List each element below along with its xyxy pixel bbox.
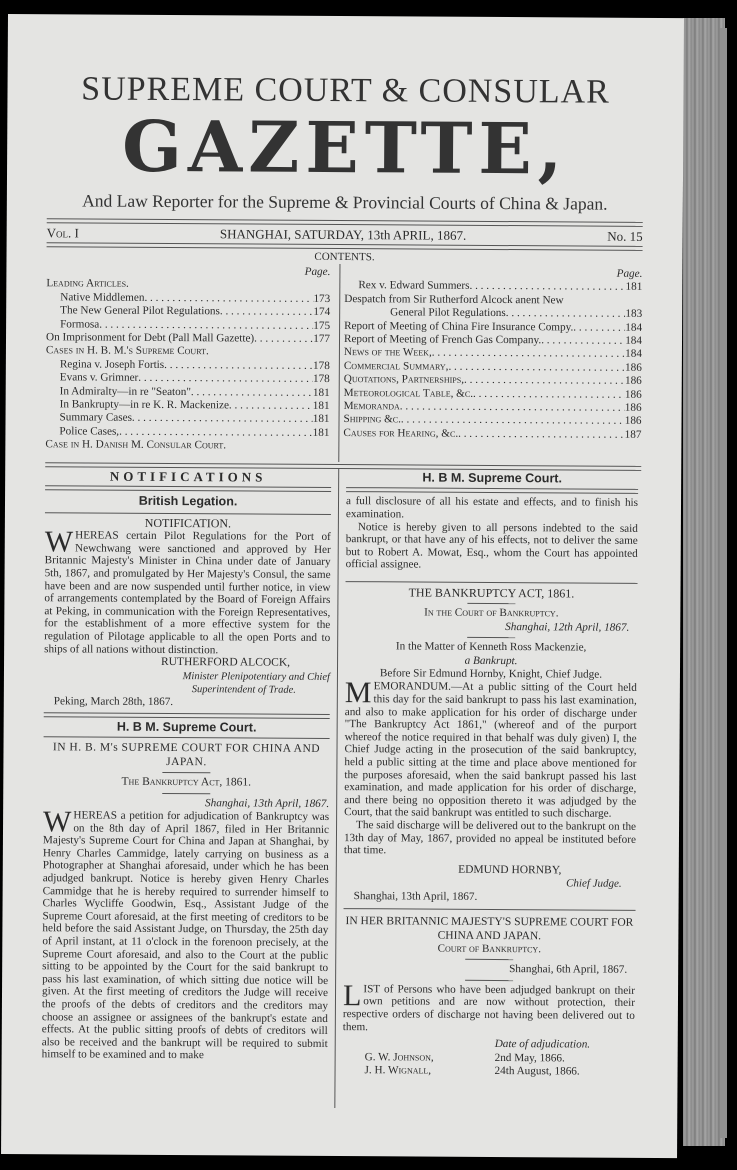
divider [45, 486, 331, 493]
volume-number: Vol. I [46, 225, 79, 241]
toc-label: Evans v. Grimner [59, 371, 139, 385]
notifications-heading: NOTIFICATIONS [109, 468, 267, 485]
toc-page: 181 [312, 413, 330, 426]
toc-label: Shipping &c. [343, 413, 401, 426]
list-item [343, 1064, 635, 1079]
page-label: Page. [304, 265, 331, 278]
toc-page: 173 [313, 292, 331, 305]
drop-cap: L [342, 978, 362, 1012]
toc-page: 175 [313, 319, 331, 332]
toc-label: Rex v. Edward Summers [358, 279, 470, 293]
contents-left [45, 264, 330, 453]
leader-dots [400, 400, 625, 415]
leader-dots [448, 361, 625, 375]
leader-dots [164, 359, 313, 373]
leader-dots [432, 347, 625, 362]
toc-page: 181 [625, 281, 643, 294]
divider [44, 736, 330, 739]
toc-page: 186 [624, 388, 642, 401]
leader-dots [144, 292, 313, 306]
matter: In the Matter of Kenneth Ross Mackenzie, [395, 640, 587, 654]
contents-right [343, 266, 642, 442]
toc-page: 181 [312, 426, 330, 439]
issue-number: No. 15 [607, 228, 643, 244]
short-rule [465, 980, 513, 981]
toc-label: Police Cases, [59, 425, 120, 438]
masthead-subtitle: And Law Reporter for the Supreme & Provincial Courts of China & Japan. [82, 190, 608, 214]
signatory: EDMUND HORNBY, [458, 863, 562, 877]
book-page-edges-outer [720, 28, 727, 1138]
signatory-title: Chief Judge. [566, 877, 622, 890]
drop-cap: M [344, 676, 372, 710]
masthead-title: GAZETTE, [121, 104, 569, 191]
bankrupt-label: a Bankrupt. [464, 654, 518, 667]
leader-dots [132, 412, 313, 427]
page-label: Page. [616, 267, 643, 280]
signatory: RUTHERFORD ALCOCK, [160, 656, 291, 669]
toc-label: Regina v. Joseph Fortis [59, 358, 165, 371]
court-title: IN HER BRITANNIC MAJESTY'S SUPREME COURT FOR CHINA AND JAPAN. [345, 915, 634, 943]
act-title: The Bankruptcy Act, 1861. [121, 775, 252, 789]
short-rule [467, 637, 515, 638]
book-page-edges [683, 18, 725, 1146]
hbm-supreme-court-heading: H. B M. Supreme Court. [422, 470, 563, 486]
leader-dots [464, 374, 625, 388]
toc-label: News of the Week, [343, 346, 432, 360]
before-judge: Before Sir Edmund Hornby, Knight, Chief Judge. [379, 667, 603, 681]
bankrupt-list [343, 1051, 635, 1080]
toc-page: 174 [313, 306, 331, 319]
toc-page: 181 [312, 386, 330, 399]
left-column [42, 469, 332, 1063]
toc-page: 177 [313, 332, 331, 346]
toc-page: 186 [624, 415, 642, 428]
toc-page: 186 [624, 375, 642, 388]
court-title: IN H. B. M's SUPREME COURT FOR CHINA AND JAPAN. [52, 741, 321, 769]
toc-label: General Pilot Regulations [390, 306, 506, 320]
toc-label: Memoranda [343, 400, 400, 413]
toc-label: Despatch from Sir Rutherford Alcock anent New [344, 292, 564, 307]
petition-body [41, 805, 330, 1063]
toc-label: Report of Meeting of China Fire Insurance Compy. [344, 319, 574, 334]
court-name: In the Court of Bankruptcy. [424, 606, 559, 620]
signatory-title: Superintendent of Trade. [191, 684, 296, 696]
adjudication-date: 2nd May, 1866. [494, 1051, 565, 1064]
leader-dots [191, 386, 313, 400]
toc-page: 183 [625, 307, 643, 321]
leader-dots [469, 280, 625, 294]
notice-text: Notice is hereby given to all persons indebted to the said bankrupt, or that have any of his effects, not to deliver the same but to Robert A. Mowat, Esq., whom the Court has appointed official assignee. [345, 520, 638, 571]
dated: Shanghai, 13th April, 1867. [205, 796, 330, 810]
discharge-text: The said discharge will be delivered out to the bankrupt on the 13th day of May, 1867, provided no appeal be instituted before that time. [343, 819, 637, 857]
british-legation-heading: British Legation. [138, 494, 238, 509]
dated: Shanghai, 6th April, 1867. [509, 963, 628, 977]
contents-title: CONTENTS. [314, 250, 375, 264]
toc-page: 186 [624, 401, 642, 414]
gazette-page [1, 14, 684, 1158]
list-body [342, 978, 636, 1035]
leader-dots [138, 372, 313, 386]
toc-label: Native Middlemen [60, 291, 145, 304]
toc-entry [343, 427, 641, 442]
short-rule [467, 603, 515, 604]
toc-label: In Admiralty—in re "Seaton" [59, 384, 191, 398]
short-rule [162, 772, 210, 773]
leader-dots [254, 333, 313, 347]
toc-label: Quotations, Partnerships, [343, 373, 465, 387]
hbm-supreme-court-heading: H. B M. Supreme Court. [116, 719, 257, 735]
list-header: Date of adjudication. [494, 1038, 591, 1051]
toc-entry [45, 439, 329, 454]
list-text: IST of Persons who have been adjudged bankrupt on their own petitions and are now without protection, their respective orders of discharge not having been delivered out to them. [342, 982, 636, 1033]
column-divider [338, 264, 340, 462]
petition-text: HEREAS a petition for adjudication of Bankruptcy was on the 8th day of April 1867, filed in Her Britannic Majesty's Supreme Court for China and Japan at Shanghai, by Henry Charles Cammidge, lately carrying on business as a Photographer at Shanghai aforesaid, under which he has been adjudged bankrupt. Notice is hereby given Henry Charles Cammidge that he is hereby required to surrender himself to Charles Wycliffe Goodwin, Esq., Assistant Judge of the Supreme Court aforesaid, at the first meeting of creditors to be held before the said Assistant Judge, on Thursday, the 25th day of April instant, at 11 o'clock in the forenoon precisely, at the Supreme Court aforesaid, and also to the Court at the public sitting to be appointed by the Court for the said bankrupt to pass his last examination, of which sitting due notice will be given. At the first meeting of creditors the Judge will receive the proofs of the debts of creditors and the creditors may choose an assignee or assignees of the bankrupt's estate and effects. At the public sitting proofs of debts of creditors will also be received and the bankrupt will be required to submit himself to be examined and to make [41, 809, 330, 1062]
bankrupt-name: G. W. Johnson, [364, 1050, 434, 1064]
toc-page: 187 [624, 428, 642, 441]
notification-body [44, 525, 331, 657]
drop-cap: W [42, 805, 72, 839]
continuation-text: a full disclosure of all his estate and effects, and to finish his examination. [345, 495, 639, 521]
divider [346, 581, 638, 584]
toc-label: Formosa [60, 317, 100, 331]
toc-label: Commercial Summary, [343, 359, 449, 373]
toc-page: 184 [625, 348, 642, 361]
leader-dots [506, 307, 626, 321]
leader-dots [119, 426, 313, 441]
column-divider [334, 468, 339, 1108]
toc-label: Summary Cases [59, 411, 132, 425]
place-date: Shanghai, 13th April, 1867. [353, 889, 478, 903]
leader-dots [573, 321, 625, 335]
leader-dots [473, 388, 625, 402]
toc-page: 184 [625, 334, 643, 347]
leader-dots [229, 399, 313, 413]
toc-page: 181 [312, 399, 330, 413]
divider [346, 487, 638, 494]
toc-label: Case in H. Danish M. Consular Court. [45, 438, 227, 452]
signatory-title: Minister Plenipotentiary and Chief [182, 670, 330, 683]
issue-date: SHANGHAI, SATURDAY, 13th APRIL, 1867. [219, 226, 467, 243]
memorandum-body [344, 676, 637, 821]
toc-label: Causes for Hearing, &c. [343, 426, 459, 440]
bankrupt-name: J. H. Wignall, [364, 1064, 432, 1077]
toc-page: 178 [312, 373, 330, 386]
act-title: THE BANKRUPTCY ACT, 1861. [408, 585, 575, 601]
drop-cap: W [44, 525, 74, 559]
toc-label: Leading Articles. [46, 277, 129, 291]
masthead-line1: SUPREME COURT & CONSULAR [81, 70, 610, 111]
divider [44, 712, 330, 719]
notification-text: HEREAS certain Pilot Regulations for the Port of Newchwang were sanctioned and approved by Her Britannic Majesty's Minister in China under date of January 5th, 1867, and promulgated by Her Majesty's Consul, the same have been and are now suspended until further notice, in view of arrangements contemplated by the Board of Foreign Affairs at Peking, in communication with the Foreign Representatives, for the establishment of a more effective system for the regulation of Pilotage applicable to all the open Ports and to ships of all nations without distinction. [44, 529, 331, 656]
notification-title: NOTIFICATION. [144, 515, 232, 531]
toc-label: On Imprisonment for Debt (Pall Mall Gazette) [45, 331, 255, 345]
short-rule [465, 959, 513, 960]
toc-label: The New General Pilot Regulations [60, 304, 220, 318]
toc-page: 186 [625, 361, 642, 374]
short-rule [162, 793, 210, 794]
divider [45, 512, 331, 515]
place-date: Peking, March 28th, 1867. [53, 695, 174, 709]
toc-label: Cases in H. B. M.'s Supreme Court. [45, 344, 209, 358]
toc-page: 184 [625, 321, 643, 334]
leader-dots [220, 306, 314, 320]
toc-label: Meteorological Table, &c. [343, 386, 474, 400]
right-column [343, 471, 639, 1079]
leader-dots [541, 334, 625, 348]
memorandum-text: EMORANDUM.—At a public sitting of the Court held this day for the said bankrupt to pass his last examination, and also to make application for his order of discharge under "The Bankruptcy Act 1861," (whereof and of the purport whereof the notice required in that behalf was duly given) I, the Chief Judge acting in the prosecution of the said bankruptcy, held a public sitting at the time and place above mentioned for the purposes aforesaid, when the said bankrupt passed his last examination, and made application for his order of discharge, and there being no opposition thereto it was adjudged by the Court, that the said bankrupt was entitled to such discharge. [344, 680, 637, 821]
court-subtitle: Court of Bankruptcy. [437, 942, 542, 956]
adjudication-date: 24th August, 1866. [494, 1064, 580, 1078]
dated: Shanghai, 12th April, 1867. [505, 620, 630, 634]
leader-dots [458, 428, 625, 442]
toc-page: 178 [313, 359, 330, 372]
toc-label: Report of Meeting of French Gas Company. [343, 333, 542, 347]
leader-dots [401, 414, 625, 429]
divider [344, 908, 636, 911]
leader-dots [99, 318, 313, 333]
toc-label: In Bankrupty—in re K. R. Mackenize [59, 398, 229, 412]
